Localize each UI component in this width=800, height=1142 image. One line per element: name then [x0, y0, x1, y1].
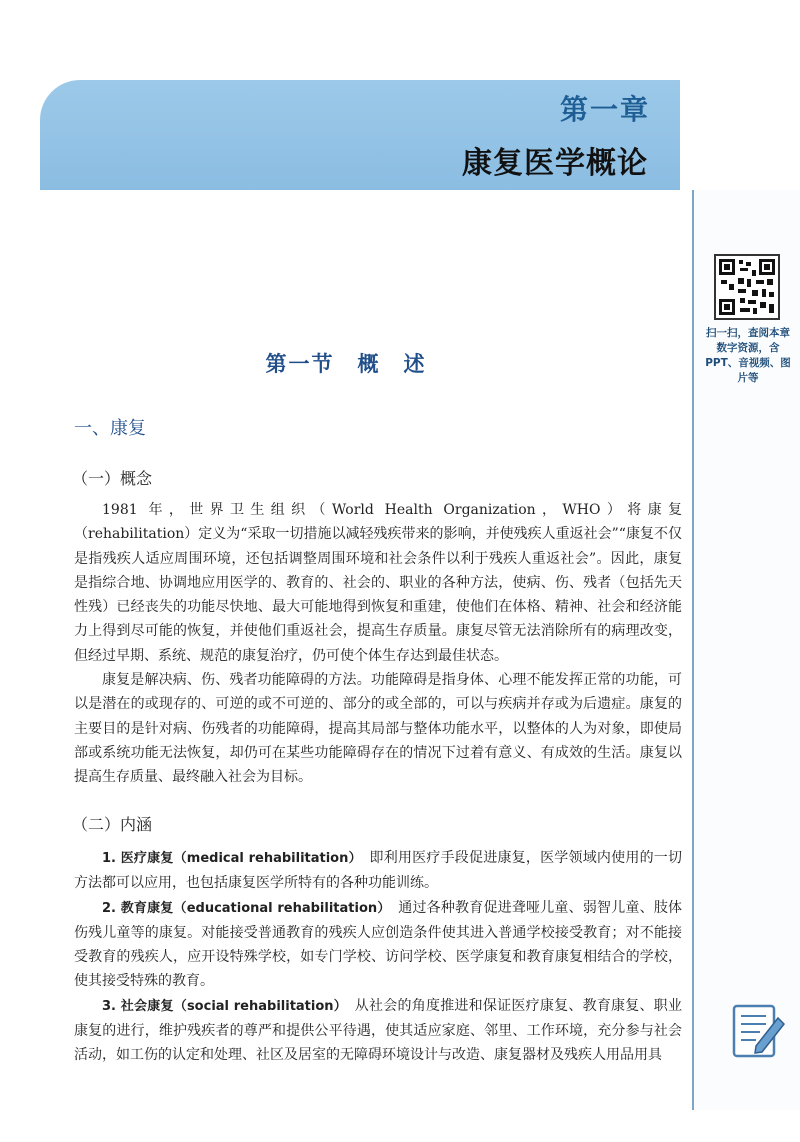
heading-content: （二）内涵 — [72, 815, 153, 834]
qr-caption: 扫一扫，查阅本章数字资源，含PPT、音视频、图片等 — [705, 327, 791, 384]
content-item-term: 2. 教育康复（educational rehabilitation） — [102, 900, 385, 916]
content-item-text: 即利用医疗手段促进康复，医学领域内使用的一切方法都可以应用，也包括康复医学所特有的各种功能训练。 — [74, 850, 683, 892]
content-item-text: 从社会的角度推进和保证医疗康复、教育康复、职业康复的进行，维护残疾者的尊严和提供公平待遇，使其适应家庭、邻里、工作环境，充分参与社会活动，如工伤的认定和处理、社区及居室的无障碍环境设计与改造、康复器材及残疾人用品用具 — [74, 997, 683, 1064]
qr-code-icon[interactable] — [714, 254, 780, 320]
chapter-title: 康复医学概论 — [462, 146, 648, 181]
notebook-pencil-icon — [726, 1000, 788, 1062]
section-title: 第一节 概 述 — [265, 352, 427, 376]
heading-rehabilitation: 一、康复 — [74, 418, 146, 439]
content-item — [74, 994, 682, 1068]
heading-concept: （一）概念 — [72, 469, 153, 488]
content-item-term: 1. 医疗康复（medical rehabilitation） — [102, 851, 356, 866]
content-item — [74, 896, 682, 994]
chapter-number: 第一章 — [559, 93, 650, 126]
sidebar-divider — [692, 190, 694, 1110]
content-item-term: 3. 社会康复（social rehabilitation） — [102, 998, 341, 1014]
concept-body — [74, 498, 682, 790]
content-body — [74, 846, 682, 1068]
concept-paragraph: 1981 年，世界卫生组织（World Health Organization，WHO）将康复（rehabilitation）定义为“采取一切措施以减轻残疾带来的影响，并使残疾人重返社会”“康复不仅是指残疾人适应周围环境，还包括调整周围环境和社会条件以利于残疾人重返社会”。因此，康复是指综合地、协调地应用医学的、教育的、社会的、职业的各种方法，使病、伤、残者（包括先天性残）已经丧失的功能尽快地、最大可能地得到恢复和重建，使他们在体格、精神、社会和经济能力上得到尽可能的恢复，并使他们重返社会，提高生存质量。康复尽管无法消除所有的病理改变，但经过早期、系统、规范的康复治疗，仍可使个体生存达到最佳状态。 — [74, 502, 682, 664]
concept-paragraph: 康复是解决病、伤、残者功能障碍的方法。功能障碍是指身体、心理不能发挥正常的功能，可以是潜在的或现存的、可逆的或不可逆的、部分的或全部的，可以与疾病并存或为后遗症。康复的主要目的是针对病、伤残者的功能障碍，提高其局部与整体功能水平，以整体的人为对象，即使局部或系统功能无法恢复，却仍可在某些功能障碍存在的情况下过着有意义、有成效的生活。康复以提高生存质量、最终融入社会为目标。 — [74, 672, 682, 786]
content-item-text: 通过各种教育促进聋哑儿童、弱智儿童、肢体伤残儿童等的康复。对能接受普通教育的残疾人应创造条件使其进入普通学校接受教育；对不能接受教育的残疾人，应开设特殊学校，如专门学校、访问学校、医学康复和教育康复相结合的学校，使其接受特殊的教育。 — [74, 899, 683, 990]
content-item — [74, 846, 682, 896]
